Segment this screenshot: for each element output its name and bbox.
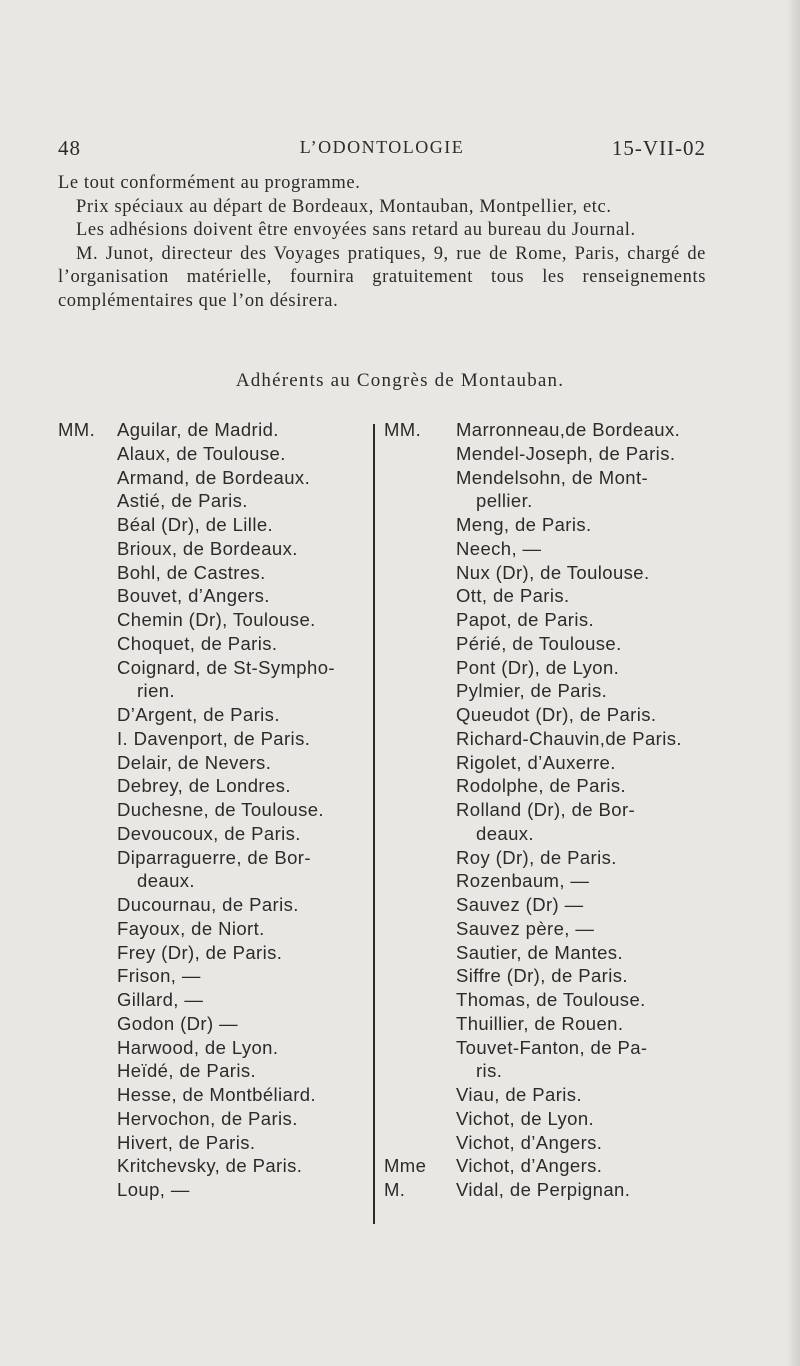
member-entry: [384, 1036, 706, 1060]
member-name: Touvet-Fanton, de Pa-: [456, 1036, 648, 1058]
member-name: Vichot, d’Angers.: [456, 1155, 603, 1177]
member-entry: [384, 1178, 706, 1202]
member-entry: [384, 418, 706, 442]
member-name: Fayoux, de Niort.: [117, 917, 265, 939]
column-divider: [373, 424, 375, 1224]
member-entry: [384, 751, 706, 775]
member-entry: [58, 798, 363, 822]
member-entry: [384, 798, 706, 822]
member-name: Rozenbaum, —: [456, 870, 590, 892]
member-name: Richard-Chauvin,de Paris.: [456, 727, 682, 749]
member-entry: [58, 1083, 363, 1107]
running-header: [58, 136, 706, 166]
member-name: Vidal, de Perpignan.: [456, 1179, 631, 1200]
member-name: Frey (Dr), de Paris.: [117, 941, 283, 963]
member-entry: [384, 466, 706, 490]
member-name: Ducournau, de Paris.: [117, 894, 299, 915]
member-name: Marronneau,de Bordeaux.: [456, 419, 681, 440]
member-entry: [58, 917, 363, 941]
member-entry: [58, 941, 363, 965]
member-name: Rigolet, d’Auxerre.: [456, 751, 616, 773]
member-entry: [58, 632, 363, 656]
member-entry: [384, 679, 706, 703]
member-name: Rodolphe, de Paris.: [456, 775, 627, 797]
member-name: Queudot (Dr), de Paris.: [456, 704, 657, 725]
intro-paragraph: M. Junot, directeur des Voyages pratiques, 9, rue de Rome, Paris, chargé de l’organisation matérielle, fournira gratuitement tous les renseignements complémentaires que l’on désirera.: [58, 243, 706, 311]
intro-paragraph: Les adhésions doivent être envoyées sans retard au bureau du Journal.: [76, 220, 636, 240]
member-name: Pylmier, de Paris.: [456, 680, 608, 702]
intro-paragraph: Prix spéciaux au départ de Bordeaux, Montauban, Montpellier, etc.: [76, 196, 612, 217]
members-list-right: [384, 418, 706, 1202]
honorific-prefix: Mme: [384, 1155, 427, 1177]
member-entry: [58, 846, 363, 870]
member-entry: [58, 1107, 363, 1131]
member-name: Sauvez père, —: [456, 917, 595, 939]
member-entry: [58, 489, 363, 513]
member-name: Armand, de Bordeaux.: [117, 466, 311, 488]
member-entry: [384, 632, 706, 656]
member-entry: [384, 869, 706, 893]
member-name: Choquet, de Paris.: [117, 632, 278, 654]
member-entry: [58, 442, 363, 466]
member-name: Heïdé, de Paris.: [117, 1060, 257, 1082]
member-name: Harwood, de Lyon.: [117, 1036, 279, 1058]
member-entry: [58, 869, 363, 893]
member-entry: [384, 584, 706, 608]
member-entry: [384, 893, 706, 917]
member-entry: [384, 537, 706, 561]
member-name: Mendelsohn, de Mont-: [456, 466, 649, 488]
member-entry: [58, 1178, 363, 1202]
member-entry: [384, 513, 706, 537]
member-name: Viau, de Paris.: [456, 1084, 582, 1105]
member-name: Roy (Dr), de Paris.: [456, 846, 617, 868]
member-name: Loup, —: [117, 1179, 190, 1200]
member-entry: [58, 751, 363, 775]
member-entry: [58, 537, 363, 561]
member-name: Alaux, de Toulouse.: [117, 442, 286, 464]
member-name: Neech, —: [456, 537, 542, 559]
member-entry: [58, 466, 363, 490]
member-entry: [58, 988, 363, 1012]
member-entry: [384, 964, 706, 988]
member-entry: [384, 1154, 706, 1178]
member-name: Aguilar, de Madrid.: [117, 419, 279, 440]
member-entry: [58, 964, 363, 988]
member-name: deaux.: [137, 870, 195, 892]
member-name: Périé, de Toulouse.: [456, 632, 622, 654]
member-entry: [384, 561, 706, 585]
page-number: 48: [58, 136, 81, 160]
member-entry: [58, 418, 363, 442]
member-entry: [384, 727, 706, 751]
member-name: Duchesne, de Toulouse.: [117, 799, 324, 820]
member-entry: [58, 584, 363, 608]
member-name: Coignard, de St-Sympho-: [117, 656, 335, 678]
page-edge-shadow: [786, 0, 800, 1366]
member-entry: [58, 703, 363, 727]
member-name: Bohl, de Castres.: [117, 561, 266, 583]
member-name: Hervochon, de Paris.: [117, 1107, 298, 1129]
issue-date: 15-VII-02: [611, 136, 706, 160]
member-entry: [58, 679, 363, 703]
member-entry: [384, 774, 706, 798]
member-entry: [384, 1083, 706, 1107]
member-name: Thomas, de Toulouse.: [456, 989, 646, 1010]
member-name: Ott, de Paris.: [456, 585, 570, 607]
member-name: Diparraguerre, de Bor-: [117, 846, 311, 868]
member-name: Bouvet, d’Angers.: [117, 585, 270, 607]
member-entry: [58, 822, 363, 846]
member-name: deaux.: [476, 822, 534, 844]
member-entry: [384, 703, 706, 727]
member-entry: [384, 1131, 706, 1155]
member-name: Brioux, de Bordeaux.: [117, 537, 298, 559]
member-name: pellier.: [476, 490, 533, 512]
member-name: I. Davenport, de Paris.: [117, 727, 311, 749]
intro-paragraph: Le tout conformément au programme.: [58, 173, 361, 193]
member-name: Nux (Dr), de Toulouse.: [456, 561, 650, 583]
member-entry: [384, 656, 706, 680]
member-entry: [384, 941, 706, 965]
member-name: Chemin (Dr), Toulouse.: [117, 609, 316, 630]
member-entry: [58, 1154, 363, 1178]
member-name: Hesse, de Montbéliard.: [117, 1084, 317, 1105]
member-name: ris.: [476, 1060, 503, 1082]
member-name: Sauvez (Dr) —: [456, 894, 584, 915]
member-name: D’Argent, de Paris.: [117, 704, 280, 725]
member-name: Debrey, de Londres.: [117, 775, 291, 797]
member-entry: [58, 893, 363, 917]
member-entry: [384, 846, 706, 870]
member-name: Kritchevsky, de Paris.: [117, 1155, 303, 1177]
member-entry: [384, 1107, 706, 1131]
member-entry: [58, 1012, 363, 1036]
member-name: Rolland (Dr), de Bor-: [456, 799, 636, 820]
honorific-prefix: MM.: [58, 419, 96, 440]
members-list-left: [58, 418, 363, 1202]
section-title: Adhérents au Congrès de Montauban.: [235, 370, 565, 391]
member-name: Gillard, —: [117, 989, 204, 1010]
member-entry: [384, 988, 706, 1012]
member-name: Siffre (Dr), de Paris.: [456, 965, 628, 987]
member-entry: [384, 1012, 706, 1036]
member-name: Devoucoux, de Paris.: [117, 822, 301, 844]
member-name: Delair, de Nevers.: [117, 751, 272, 773]
member-entry: [58, 774, 363, 798]
member-name: Sautier, de Mantes.: [456, 941, 623, 963]
member-entry: [58, 727, 363, 751]
member-entry: [58, 1036, 363, 1060]
member-entry: [58, 656, 363, 680]
member-name: Vichot, d’Angers.: [456, 1131, 603, 1153]
member-name: Béal (Dr), de Lille.: [117, 514, 274, 535]
member-name: Mendel-Joseph, de Paris.: [456, 442, 676, 464]
member-name: Papot, de Paris.: [456, 609, 595, 630]
member-entry: [58, 1131, 363, 1155]
member-entry: [58, 561, 363, 585]
member-name: Meng, de Paris.: [456, 514, 592, 535]
journal-title: L’ODONTOLOGIE: [299, 137, 465, 157]
member-name: Hivert, de Paris.: [117, 1131, 256, 1153]
intro-text: [58, 172, 706, 313]
member-entry: [384, 489, 706, 513]
member-entry: [384, 442, 706, 466]
member-name: Astié, de Paris.: [117, 490, 248, 512]
member-name: Thuillier, de Rouen.: [456, 1012, 624, 1034]
member-name: Pont (Dr), de Lyon.: [456, 656, 620, 678]
member-name: Frison, —: [117, 965, 201, 987]
honorific-prefix: M.: [384, 1179, 406, 1200]
honorific-prefix: MM.: [384, 419, 422, 440]
member-entry: [58, 513, 363, 537]
member-name: Godon (Dr) —: [117, 1012, 238, 1034]
member-entry: [384, 917, 706, 941]
member-entry: [384, 608, 706, 632]
member-entry: [384, 1059, 706, 1083]
member-name: rien.: [137, 680, 175, 702]
member-entry: [384, 822, 706, 846]
member-entry: [58, 608, 363, 632]
member-name: Vichot, de Lyon.: [456, 1107, 595, 1129]
member-entry: [58, 1059, 363, 1083]
